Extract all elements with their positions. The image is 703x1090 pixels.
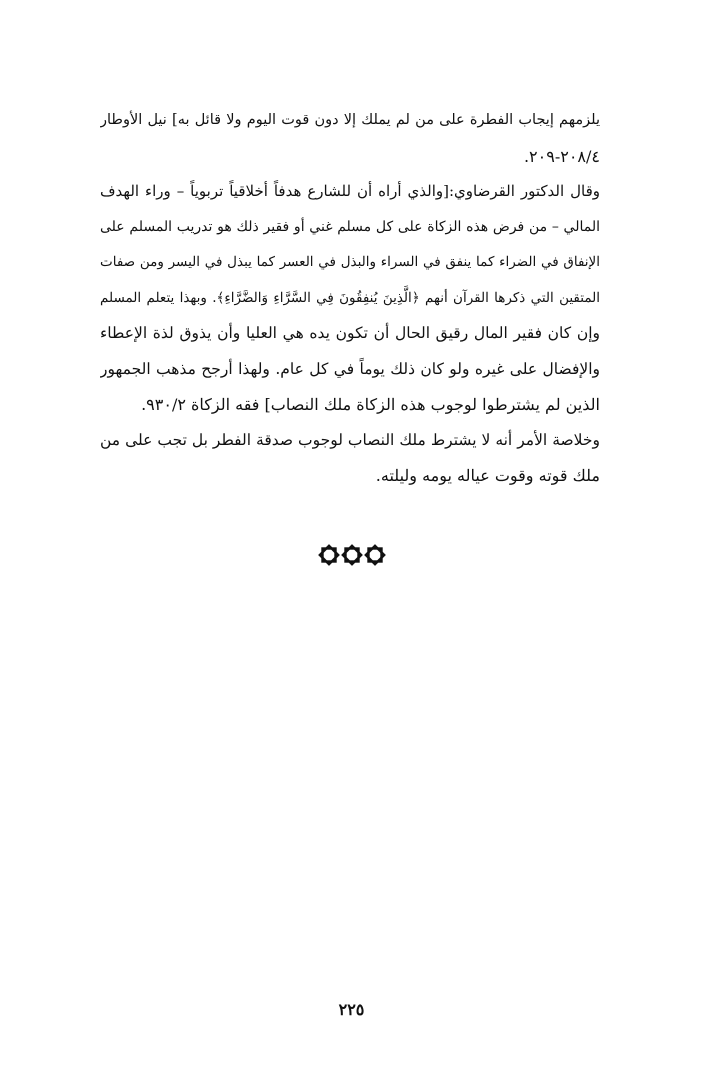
text-line: المالي – من فرض هذه الزكاة على كل مسلم غني أو فقير ذلك هو تدريب المسلم على xyxy=(100,218,600,235)
text-line: وخلاصة الأمر أنه لا يشترط ملك النصاب لوجوب صدقة الفطر بل تجب على من xyxy=(100,430,600,449)
body-text xyxy=(100,103,600,494)
paragraph-2 xyxy=(100,174,600,423)
text-line: الإنفاق في الضراء كما ينفق في السراء والبذل في العسر كما يبذل في اليسر ومن صفات xyxy=(100,254,600,270)
three-star-ornament-icon xyxy=(0,543,703,571)
paragraph-1 xyxy=(100,103,600,174)
text-line-quran-quote: المتقين التي ذكرها القرآن أنهم ﴿الَّذِينَ يُنفِقُونَ فِي السَّرَّاءِ وَالضَّرَّاءِ﴾. وبهذا يتعلم المسلم xyxy=(100,289,600,306)
text-line: يلزمهم إيجاب الفطرة على من لم يملك إلا دون قوت اليوم ولا قائل به] نيل الأوطار xyxy=(100,112,600,128)
text-line: ملك قوته وقوت عياله يومه وليلته. xyxy=(375,466,600,485)
text-line: وقال الدكتور القرضاوي:[والذي أراه أن للشارع هدفاً أخلاقياً تربوياً – وراء الهدف xyxy=(100,182,600,200)
text-line: والإفضال على غيره ولو كان ذلك يوماً في كل عام. ولهذا أرجح مذهب الجمهور xyxy=(100,359,600,378)
text-line: ٢٠٨/٤-٢٠٩. xyxy=(523,146,600,166)
text-line: الذين لم يشترطوا لوجوب هذه الزكاة ملك النصاب] فقه الزكاة ٩٣٠/٢. xyxy=(141,395,600,414)
paragraph-3 xyxy=(100,423,600,494)
text-line: وإن كان فقير المال رقيق الحال أن تكون يده هي العليا وأن يذوق لذة الإعطاء xyxy=(100,324,600,342)
page-number: ٢٢٥ xyxy=(338,1000,365,1019)
